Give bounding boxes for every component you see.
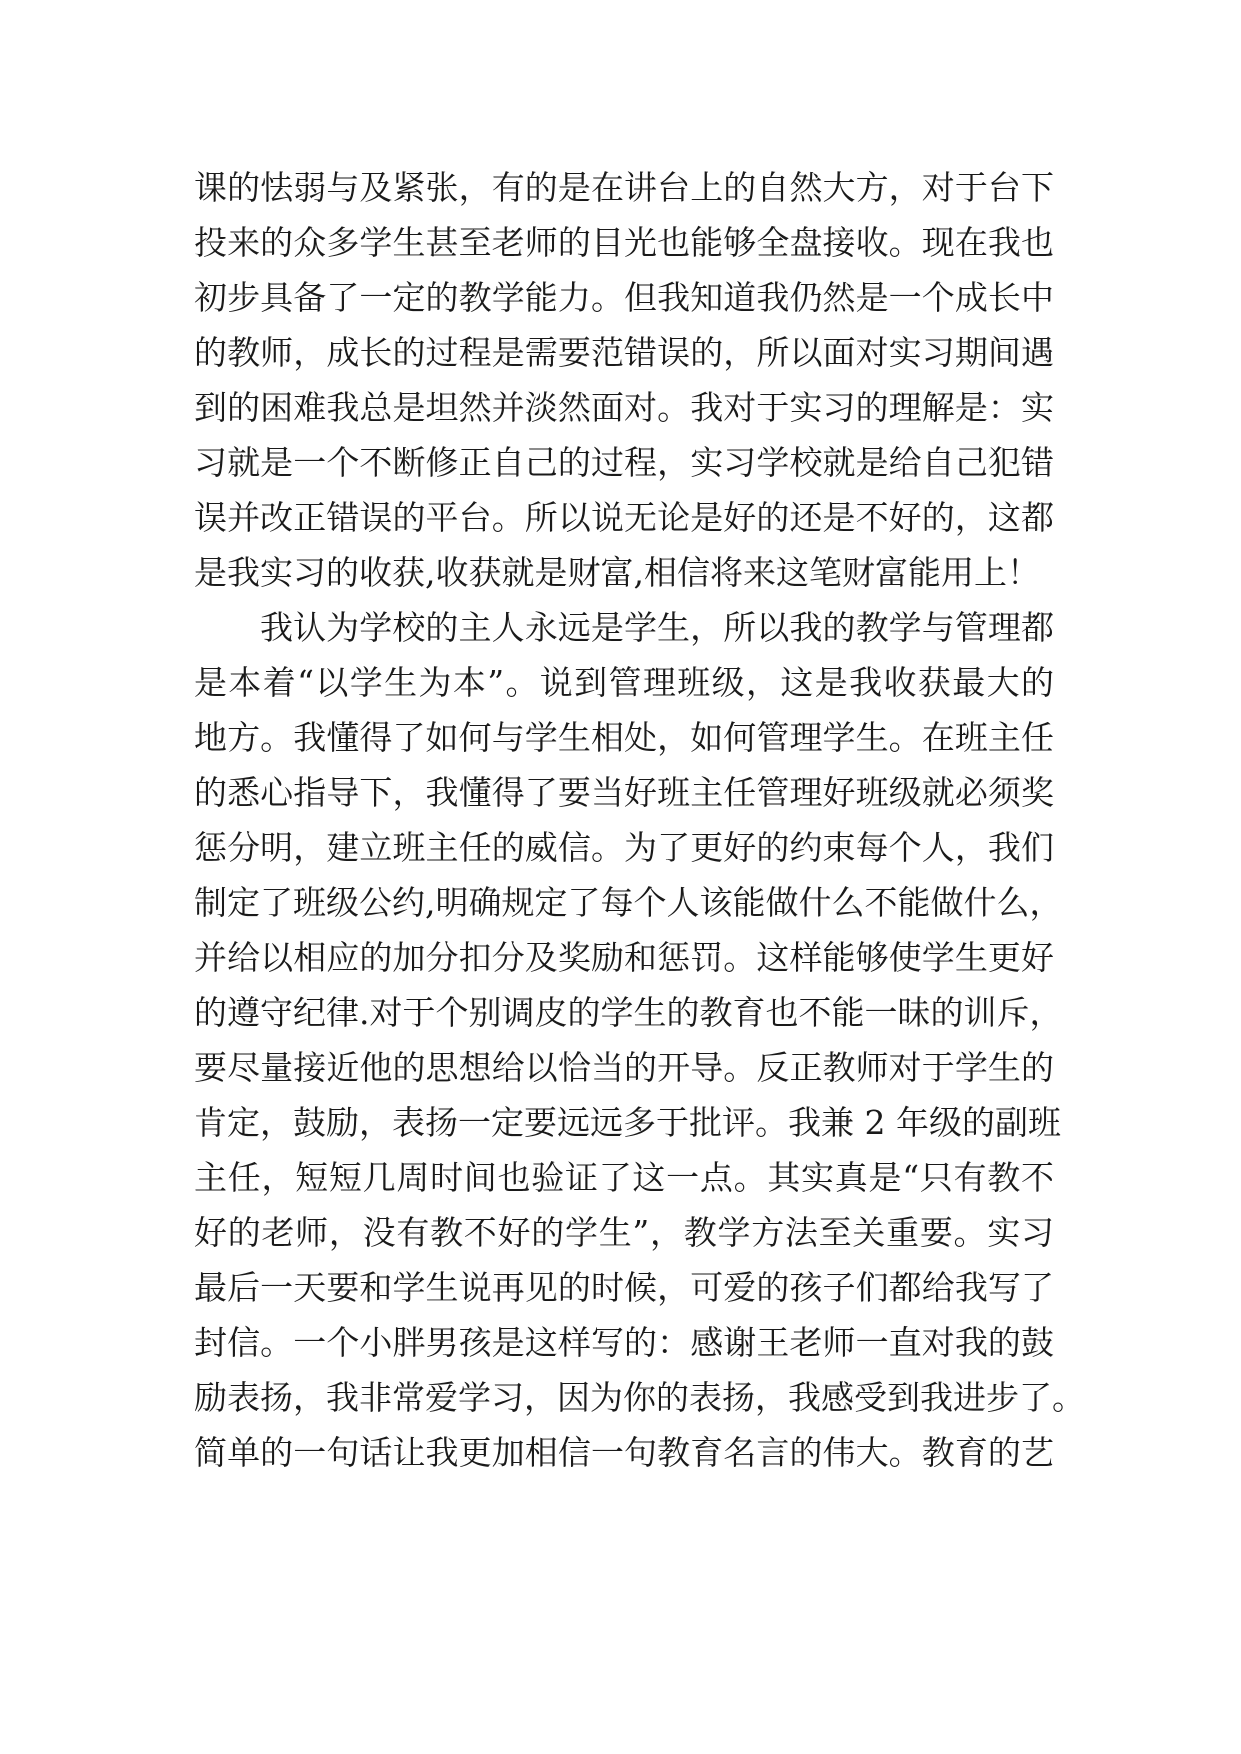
text-line: 是本着“以学生为本”。说到管理班级，这是我收获最大的 — [194, 663, 1054, 702]
text-line: 误并改正错误的平台。所以说无论是好的还是不好的，这都 — [194, 498, 1054, 537]
text-line: 的遵守纪律.对于个别调皮的学生的教育也不能一昧的训斥， — [194, 993, 1063, 1032]
text-line: 地方。我懂得了如何与学生相处，如何管理学生。在班主任 — [194, 718, 1054, 757]
text-line: 投来的众多学生甚至老师的目光也能够全盘接收。现在我也 — [194, 223, 1054, 262]
text-line: 是我实习的收获,收获就是财富,相信将来这笔财富能用上！ — [194, 553, 1040, 592]
text-line: 好的老师，没有教不好的学生”，教学方法至关重要。实习 — [194, 1213, 1054, 1252]
text-line: 封信。一个小胖男孩是这样写的：感谢王老师一直对我的鼓 — [194, 1323, 1054, 1362]
text-line: 初步具备了一定的教学能力。但我知道我仍然是一个成长中 — [194, 278, 1054, 317]
text-line: 要尽量接近他的思想给以恰当的开导。反正教师对于学生的 — [194, 1048, 1054, 1087]
text-line: 习就是一个不断修正自己的过程，实习学校就是给自己犯错 — [194, 443, 1054, 482]
text-line: 的教师，成长的过程是需要范错误的，所以面对实习期间遇 — [194, 333, 1054, 372]
text-line: 主任，短短几周时间也验证了这一点。其实真是“只有教不 — [194, 1158, 1054, 1197]
text-line: 课的怯弱与及紧张，有的是在讲台上的自然大方，对于台下 — [194, 168, 1054, 207]
text-line: 励表扬，我非常爱学习，因为你的表扬，我感受到我进步了。 — [194, 1378, 1085, 1417]
paragraph-first-line: 我认为学校的主人永远是学生，所以我的教学与管理都 — [260, 608, 1054, 647]
text-line: 简单的一句话让我更加相信一句教育名言的伟大。教育的艺 — [194, 1433, 1054, 1472]
text-line: 肯定，鼓励，表扬一定要远远多于批评。我兼 2 年级的副班 — [194, 1103, 1061, 1142]
text-line: 制定了班级公约,明确规定了每个人该能做什么不能做什么， — [194, 883, 1063, 922]
text-line: 并给以相应的加分扣分及奖励和惩罚。这样能够使学生更好 — [194, 938, 1054, 977]
body-text — [194, 160, 1085, 1480]
text-line: 惩分明，建立班主任的威信。为了更好的约束每个人，我们 — [194, 828, 1054, 867]
text-line: 最后一天要和学生说再见的时候，可爱的孩子们都给我写了 — [194, 1268, 1054, 1307]
text-line: 到的困难我总是坦然并淡然面对。我对于实习的理解是：实 — [194, 388, 1054, 427]
text-line: 的悉心指导下，我懂得了要当好班主任管理好班级就必须奖 — [194, 773, 1054, 812]
